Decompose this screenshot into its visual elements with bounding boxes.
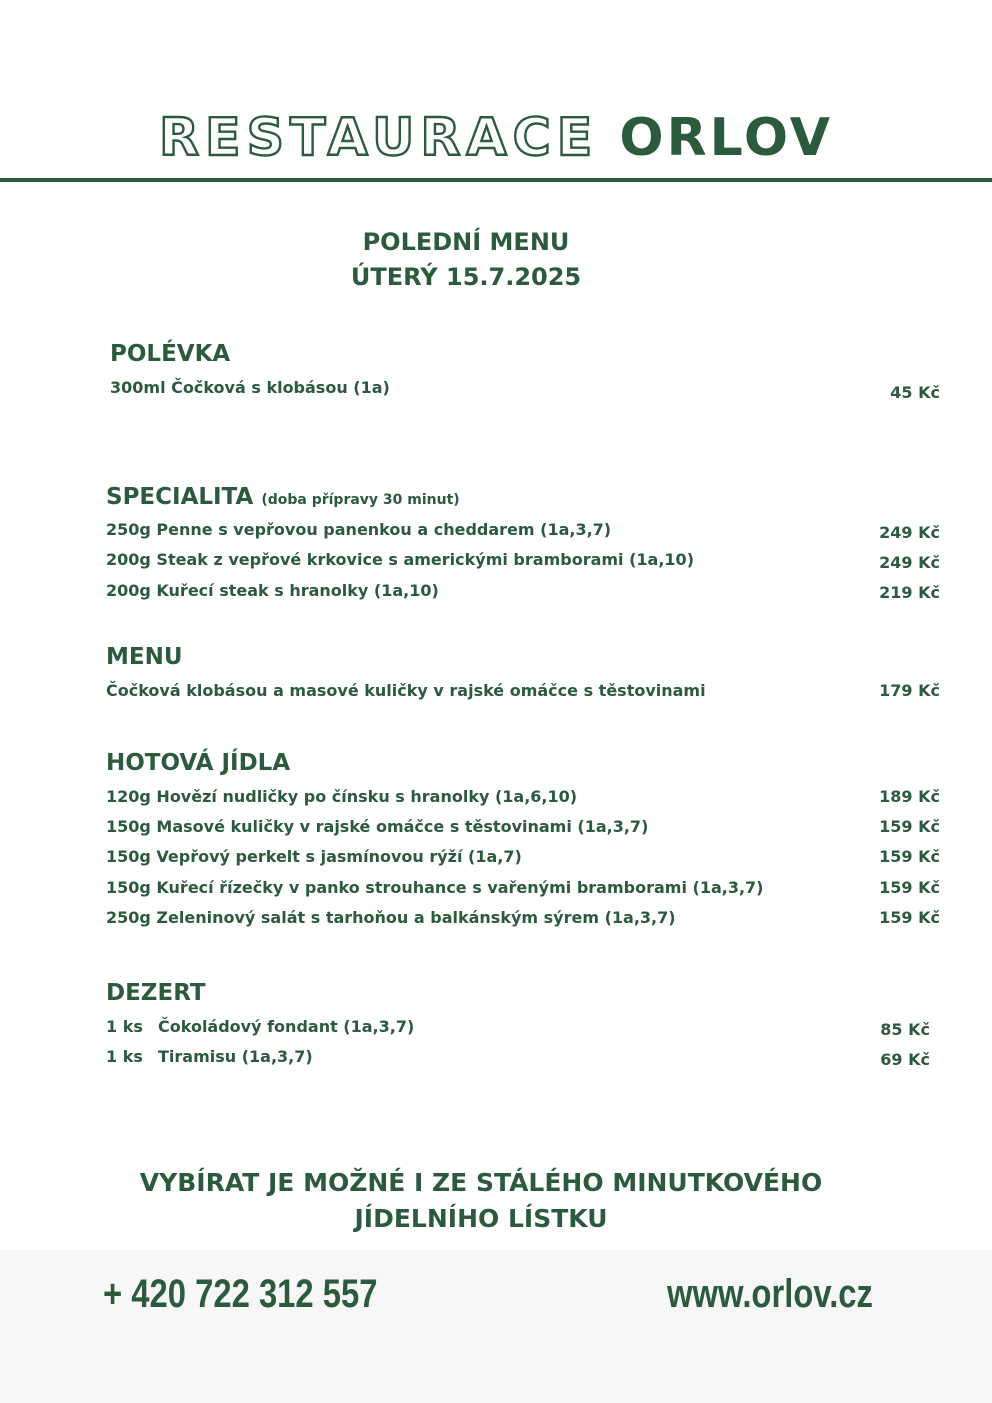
website-link[interactable]: www.orlov.cz (667, 1272, 873, 1316)
section-heading-dezert: DEZERT (106, 980, 206, 1006)
phone-number[interactable]: + 420 722 312 557 (103, 1272, 378, 1316)
menu-item-price: 159 Kč (879, 847, 940, 866)
footer-note-line2: JÍDELNÍHO LÍSTKU (354, 1204, 608, 1233)
menu-item-name: Čokoládový fondant (1a,3,7) (158, 1017, 415, 1036)
menu-item-name: Tiramisu (1a,3,7) (158, 1047, 313, 1066)
menu-item-name: 200g Steak z vepřové krkovice s americkými bramborami (1a,10) (106, 550, 694, 569)
menu-item-name: 250g Zeleninový salát s tarhoňou a balkánským sýrem (1a,3,7) (106, 908, 676, 927)
logo-word-restaurace: RESTAURACE (159, 108, 599, 168)
section-heading-hotova-jidla: HOTOVÁ JÍDLA (106, 750, 291, 776)
menu-item-name: 120g Hovězí nudličky po čínsku s hranolky (1a,6,10) (106, 787, 578, 806)
menu-item-name: 150g Masové kuličky v rajské omáčce s těstovinami (1a,3,7) (106, 817, 649, 836)
menu-item-price: 249 Kč (879, 553, 940, 572)
menu-item-name: 150g Vepřový perkelt s jasmínovou rýží (1a,7) (106, 847, 522, 866)
menu-item-price: 159 Kč (879, 908, 940, 927)
menu-item-name: 200g Kuřecí steak s hranolky (1a,10) (106, 581, 439, 600)
menu-item-name: 150g Kuřecí řízečky v panko strouhance s vařenými bramborami (1a,3,7) (106, 878, 764, 897)
preparation-time-note: (doba přípravy 30 minut) (261, 492, 460, 508)
menu-item-price: 85 Kč (880, 1020, 930, 1039)
menu-item-price: 45 Kč (890, 383, 940, 402)
section-heading-specialita (106, 483, 460, 514)
footer-note-line1: VYBÍRAT JE MOŽNÉ I ZE STÁLÉHO MINUTKOVÉHO (139, 1168, 823, 1197)
menu-item-quantity: 1 ks (106, 1017, 143, 1036)
menu-item-price: 219 Kč (879, 583, 940, 602)
menu-item-name: Čočková klobásou a masové kuličky v rajské omáčce s těstovinami (106, 681, 706, 700)
section-heading-polevka: POLÉVKA (110, 341, 231, 367)
restaurant-logo (0, 108, 992, 168)
section-heading-menu: MENU (106, 644, 183, 670)
menu-item-name: 300ml Čočková s klobásou (1a) (110, 378, 390, 397)
menu-item-price: 159 Kč (879, 817, 940, 836)
menu-item-price: 189 Kč (879, 787, 940, 806)
menu-date: ÚTERÝ 15.7.2025 (350, 263, 582, 291)
menu-item-price: 179 Kč (879, 681, 940, 700)
section-heading-text: SPECIALITA (106, 484, 254, 510)
menu-item-price: 69 Kč (880, 1050, 930, 1069)
header-divider (0, 178, 992, 182)
logo-word-orlov: ORLOV (619, 108, 833, 168)
menu-item-quantity: 1 ks (106, 1047, 143, 1066)
menu-title: POLEDNÍ MENU (362, 228, 570, 256)
menu-item-price: 159 Kč (879, 878, 940, 897)
menu-item-price: 249 Kč (879, 523, 940, 542)
menu-item-name: 250g Penne s vepřovou panenkou a cheddarem (1a,3,7) (106, 520, 612, 539)
